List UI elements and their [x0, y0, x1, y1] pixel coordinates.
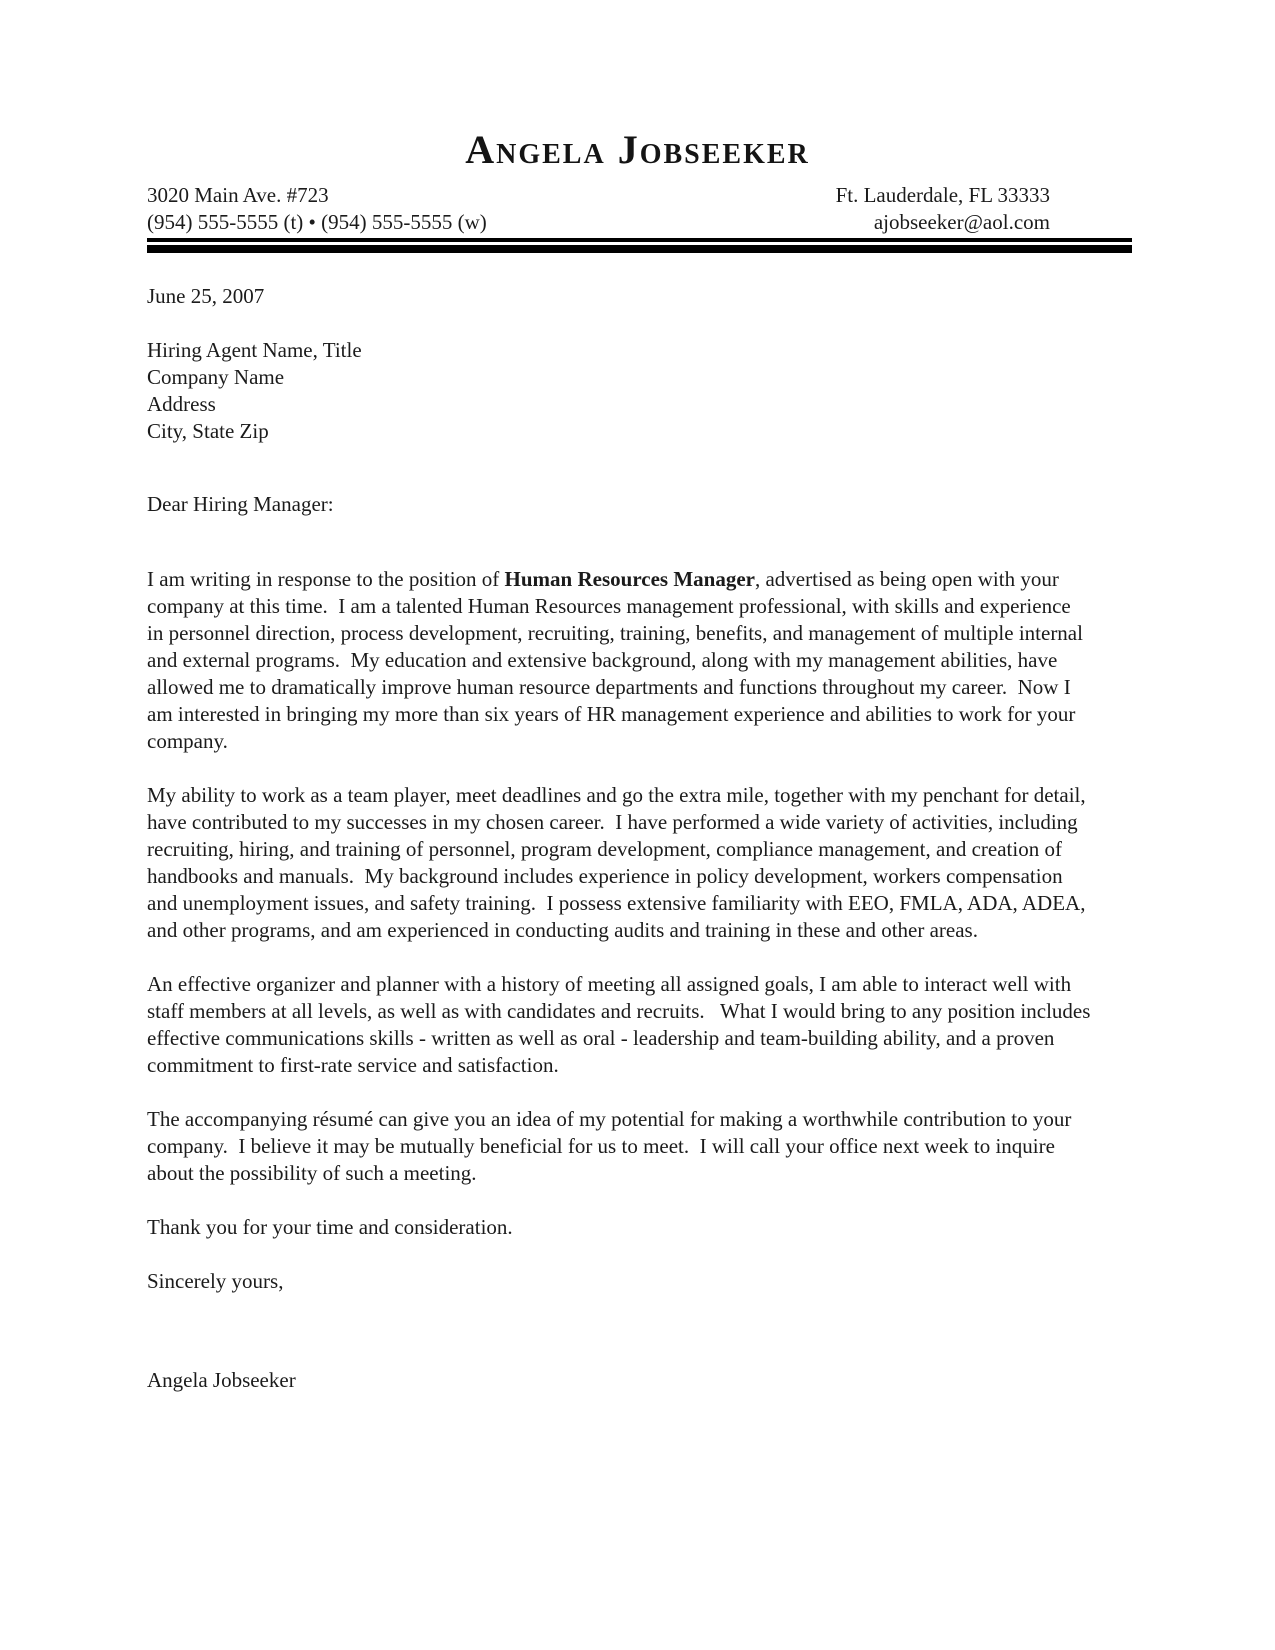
letterhead-contact-row: [147, 182, 1128, 236]
letterhead-divider-rule: [147, 238, 1132, 253]
letterhead-contact-right: [836, 182, 1128, 236]
closing-thanks: Thank you for your time and consideration.: [147, 1215, 513, 1239]
body-paragraph-4: The accompanying résumé can give you an idea of my potential for making a worthwhile contribution to your company. I believe it may be mutually beneficial for us to meet. I will call your office next week to inquire about the possibility of such a meeting.: [147, 1107, 1077, 1185]
letterhead-name: Angela Jobseeker: [465, 127, 810, 172]
letterhead-email: ajobseeker@aol.com: [873, 210, 1050, 234]
salutation: Dear Hiring Manager:: [147, 492, 334, 516]
body-paragraph-2: My ability to work as a team player, meet deadlines and go the extra mile, together with my penchant for detail, have contributed to my successes in my chosen career. I have performed a wide variety of activities, including recruiting, hiring, and training of personnel, program development, compliance management, and creation of handbooks and manuals. My background includes experience in policy development, workers compensation and unemployment issues, and safety training. I possess extensive familiarity with EEO, FMLA, ADA, ADEA, and other programs, and am experienced in conducting audits and training in these and other areas.: [147, 783, 1091, 942]
recipient-name-title: Hiring Agent Name, Title: [147, 338, 362, 362]
recipient-address: Address: [147, 392, 216, 416]
valediction: Sincerely yours,: [147, 1269, 284, 1293]
position-title-bold: Human Resources Manager: [504, 567, 755, 591]
letterhead-street: 3020 Main Ave. #723: [147, 183, 329, 207]
letter-date: June 25, 2007: [147, 284, 265, 308]
letterhead-contact-left: [147, 182, 487, 236]
letterhead-city-state: Ft. Lauderdale, FL 33333: [835, 183, 1050, 207]
paragraph-1-text-before-bold: I am writing in response to the position of: [147, 567, 505, 591]
body-paragraph-1: [147, 566, 1092, 755]
paragraph-1-text-after-bold: , advertised as being open with your company at this time. I am a talented Human Resources management professional, with skills and experience in personnel direction, process development, recruiting, training, benefits, and management of multiple internal and external programs. My education and extensive background, along with my management abilities, have allowed me to dramatically improve human resource departments and functions throughout my career. Now I am interested in bringing my more than six years of HR management experience and abilities to work for your company.: [147, 567, 1089, 753]
signature-name: Angela Jobseeker: [147, 1368, 296, 1392]
recipient-city-state-zip: City, State Zip: [147, 419, 269, 443]
body-paragraph-3: An effective organizer and planner with a history of meeting all assigned goals, I am able to interact well with staff members at all levels, as well as with candidates and recruits. What I would bring to any position includes effective communications skills - written as well as oral - leadership and team-building ability, and a proven commitment to first-rate service and satisfaction.: [147, 972, 1096, 1077]
recipient-address-block: [147, 337, 1128, 445]
recipient-company: Company Name: [147, 365, 285, 389]
letterhead-phones: (954) 555-5555 (t) • (954) 555-5555 (w): [147, 210, 487, 234]
